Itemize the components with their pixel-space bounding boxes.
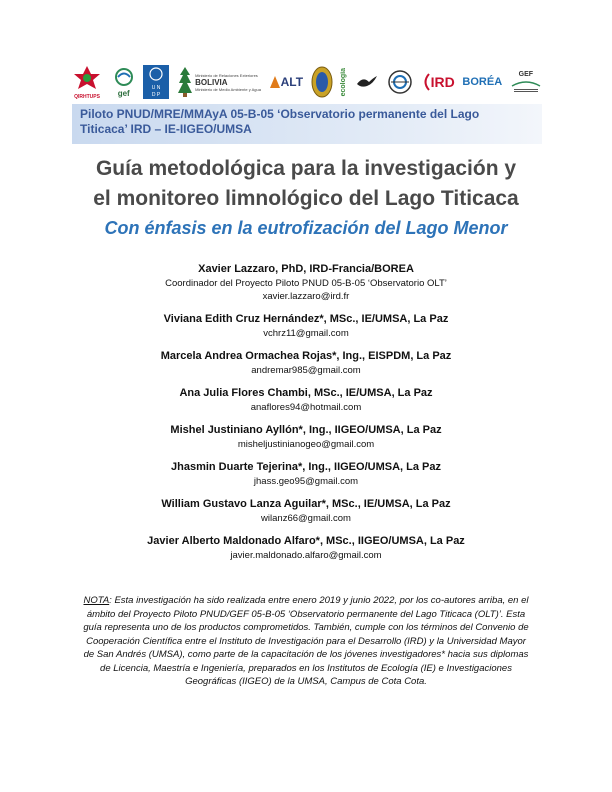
author-name: Xavier Lazzaro, PhD, IRD-Francia/BOREA xyxy=(198,263,414,275)
author-email: xavier.lazzaro@ird.fr xyxy=(262,291,350,302)
author-name: Jhasmin Duarte Tejerina*, Ing., IIGEO/UMSA, La Paz xyxy=(171,461,441,473)
title-line-1: Guía metodológica para la investigación y xyxy=(95,157,517,180)
undp-logo xyxy=(143,65,169,99)
alt-logo: ALT xyxy=(269,75,303,89)
author-email: andremar985@gmail.com xyxy=(251,365,361,376)
ird-logo: IRD xyxy=(421,72,455,92)
ecologia-logo: ecología xyxy=(340,67,348,97)
research-note xyxy=(80,594,532,689)
author-name: Javier Alberto Maldonado Alfaro*, MSc., IIGEO/UMSA, La Paz xyxy=(147,535,465,547)
author-name: Viviana Edith Cruz Hernández*, MSc., IE/UMSA, La Paz xyxy=(163,313,449,325)
author-entry xyxy=(0,534,612,562)
author-entry xyxy=(0,386,612,414)
project-banner-text xyxy=(80,107,535,137)
author-email: misheljustinianogeo@gmail.com xyxy=(237,439,375,450)
iigeo-logo xyxy=(387,69,413,95)
svg-text:U N: U N xyxy=(152,85,161,91)
author-name: Marcela Andrea Ormachea Rojas*, Ing., EISPDM, La Paz xyxy=(160,350,452,362)
title-line-2: el monitoreo limnológico del Lago Titicaca xyxy=(93,187,519,210)
author-list xyxy=(0,262,612,562)
author-email: wilanz66@gmail.com xyxy=(261,513,351,524)
author-name: William Gustavo Lanza Aguilar*, MSc., IE/UMSA, La Paz xyxy=(161,498,451,510)
gef-logo: gef xyxy=(112,67,136,98)
author-name: Ana Julia Flores Chambi, MSc., IE/UMSA, La Paz xyxy=(179,387,433,399)
svg-text:D P: D P xyxy=(152,92,161,98)
author-role: Coordinador del Proyecto Piloto PNUD 05-B-05 ‘Observatorio OLT’ xyxy=(165,278,447,289)
author-entry xyxy=(0,423,612,451)
partner-logos xyxy=(70,60,542,104)
author-entry xyxy=(0,497,612,525)
author-entry xyxy=(0,312,612,340)
gef-small-grants-logo: GEF xyxy=(510,71,542,94)
author-entry xyxy=(0,460,612,488)
author-email: anaflores94@hotmail.com xyxy=(250,402,362,413)
author-entry xyxy=(0,262,612,303)
author-email: jhass.geo95@gmail.com xyxy=(253,476,359,487)
author-name: Mishel Justiniano Ayllón*, Ing., IIGEO/UMSA, La Paz xyxy=(170,424,442,436)
bird-logo xyxy=(355,70,379,94)
author-email: javier.maldonado.alfaro@gmail.com xyxy=(230,550,382,561)
umsa-seal-logo xyxy=(311,65,333,99)
qirhtups-logo: QIRHTUPS xyxy=(70,64,104,100)
subtitle: Con énfasis en la eutrofización del Lago Menor xyxy=(104,218,508,238)
note-text: : Esta investigación ha sido realizada entre enero 2019 y junio 2022, por los co-autores arriba, en el ámbito del Proyecto Piloto PNUD/GEF 05-B-05 ‘Observatorio permanente del Lago Titicaca (OLT)’. Esta guía representa uno de los productos comprometidos. También, cumple con los términos del Convenio de Cooperación Científica entre el Instituto de Investigación para el Desarrollo (IRD) y la Universidad Mayor de San Andrés (UMSA), como parte de la capacitación de los jóvenes investigadores* hacia sus diplomas de Licencia, Maestría e Ingeniería, preparados en los Institutos de Ecología (IE) e Investigaciones Geográficas (IIGEO) de la UMSA, Campus de Cota Cota. xyxy=(83,595,529,687)
bolivia-ministry-logo: Ministerio de Relaciones Exteriores BOLIVIA Ministerio de Medio Ambiente y Agua xyxy=(177,65,261,99)
note-label: NOTA xyxy=(83,595,110,606)
banner-line-1: Piloto PNUD/MRE/MMAyA 05-B-05 ‘Observatorio permanente del Lago xyxy=(80,107,480,121)
author-email: vchrz11@gmail.com xyxy=(263,328,349,339)
author-entry xyxy=(0,349,612,377)
banner-line-2: Titicaca’ IRD – IE-IIGEO/UMSA xyxy=(80,122,252,136)
borea-logo: BORÉA xyxy=(462,76,503,88)
